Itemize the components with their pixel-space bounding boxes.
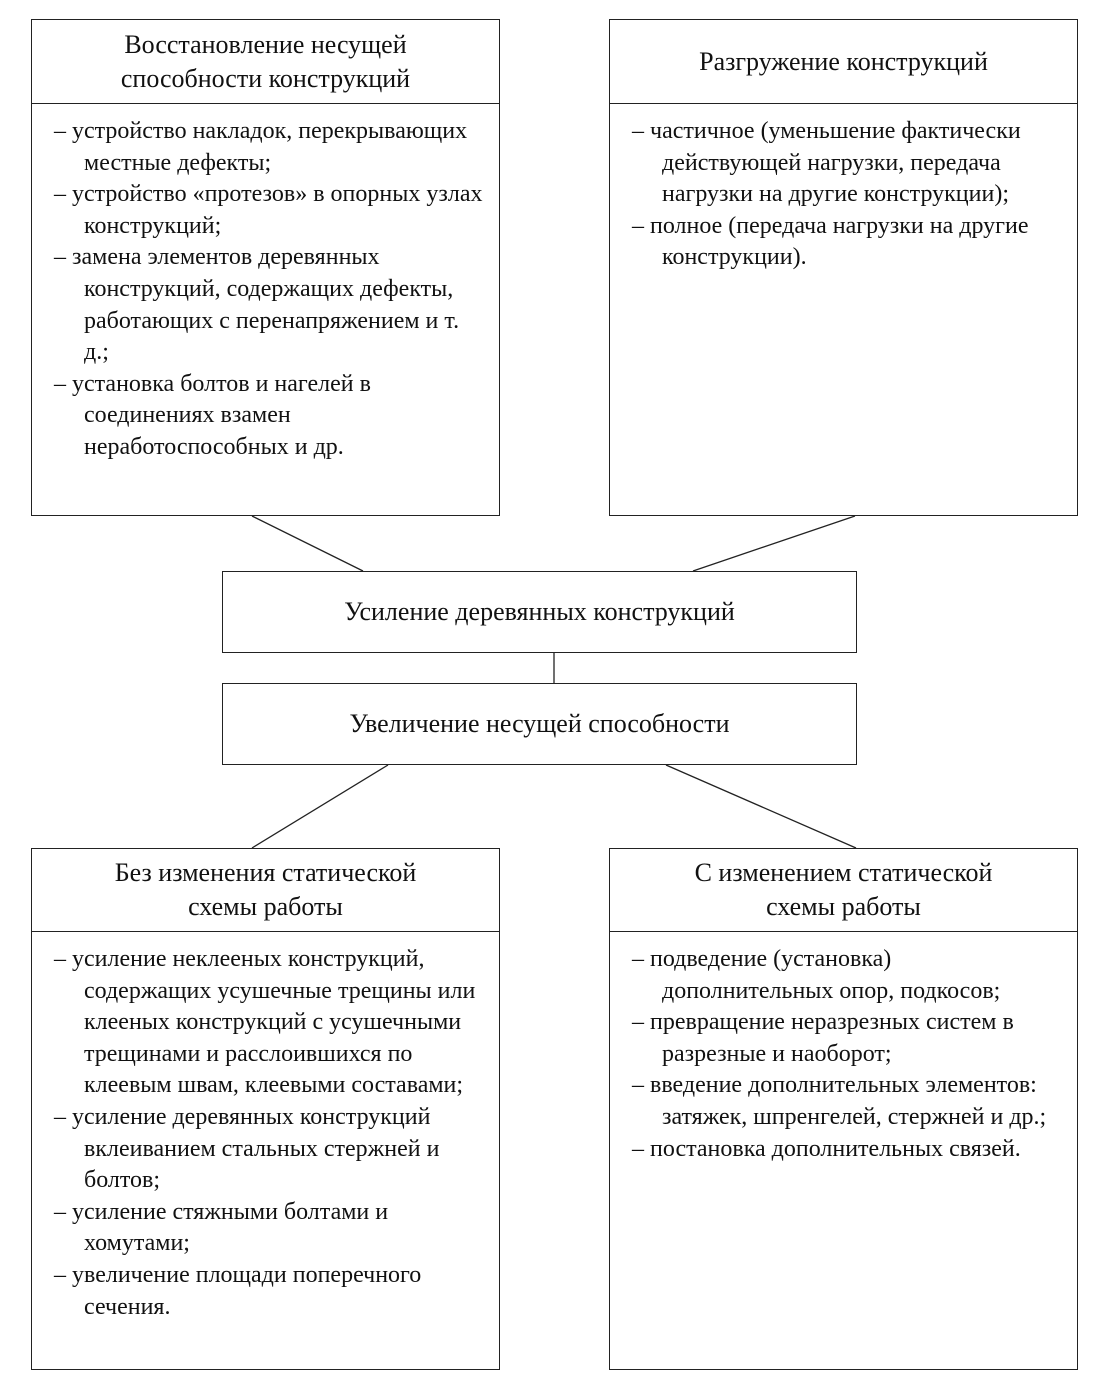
list-item: – усиление неклееных конструкций, содержащих усушечные трещины или клееных конструкций с усушечными трещинами и расслоившихся по клеевым швам, клеевыми составами;: [54, 944, 485, 1102]
box-without-scheme-change-title: [32, 849, 499, 932]
connector-bottom-left: [252, 765, 388, 848]
title-line: Без изменения статической: [114, 858, 417, 887]
title-line: схемы работы: [766, 892, 921, 921]
connector-top-right: [693, 516, 855, 571]
title-line: схемы работы: [188, 892, 343, 921]
box-unloading: [609, 19, 1078, 516]
list-item: – превращение неразрезных систем в разрезные и наоборот;: [632, 1007, 1063, 1070]
connector-top-left: [252, 516, 363, 571]
list-item: – частичное (уменьшение фактически действующей нагрузки, передача нагрузки на другие конструкции);: [632, 116, 1063, 211]
title-line: способности конструкций: [120, 63, 411, 93]
title-line: Восстановление несущей: [124, 29, 407, 59]
box-unloading-title: [610, 20, 1077, 104]
box-with-scheme-change: [609, 848, 1078, 1370]
list-item: – устройство накладок, перекрывающих местные дефекты;: [54, 116, 485, 179]
list-item: – увеличение площади поперечного сечения.: [54, 1260, 485, 1323]
list-item: – замена элементов деревянных конструкций, содержащих дефекты, работающих с перенапряжением и т. д.;: [54, 242, 485, 368]
title-line: С изменением статической: [694, 858, 993, 887]
list-item: – полное (передача нагрузки на другие конструкции).: [632, 211, 1063, 274]
capacity-increase-label: Увеличение несущей способности: [349, 709, 730, 738]
box-with-scheme-change-title: [610, 849, 1077, 932]
list-item: – устройство «протезов» в опорных узлах конструкций;: [54, 179, 485, 242]
box-restore-capacity-title: [32, 20, 499, 104]
list-item: – усиление деревянных конструкций вклеиванием стальных стержней и болтов;: [54, 1102, 485, 1197]
title-line: Разгружение конструкций: [699, 46, 988, 76]
unloading-list: [610, 104, 1077, 274]
list-item: – введение дополнительных элементов: затяжек, шпренгелей, стержней и др.;: [632, 1070, 1063, 1133]
box-without-scheme-change: [31, 848, 500, 1370]
list-item: – усиление стяжными болтами и хомутами;: [54, 1197, 485, 1260]
box-reinforcement: [222, 571, 857, 653]
list-item: – подведение (установка) дополнительных опор, подкосов;: [632, 944, 1063, 1007]
with-scheme-change-list: [610, 932, 1077, 1165]
reinforcement-label: Усиление деревянных конструкций: [344, 597, 735, 626]
connector-bottom-right: [666, 765, 856, 848]
without-scheme-change-list: [32, 932, 499, 1323]
box-restore-capacity: [31, 19, 500, 516]
list-item: – установка болтов и нагелей в соединениях взамен неработоспособных и др.: [54, 369, 485, 464]
list-item: – постановка дополнительных связей.: [632, 1134, 1063, 1166]
restore-capacity-list: [32, 104, 499, 464]
box-capacity-increase: [222, 683, 857, 765]
